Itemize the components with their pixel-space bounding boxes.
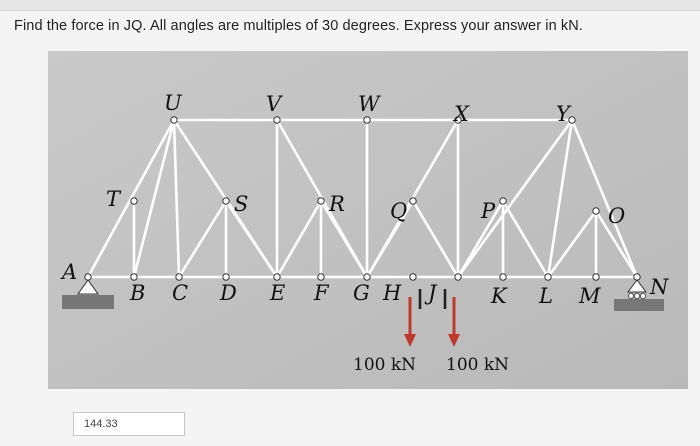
node-label-c: C [172, 281, 189, 305]
node-label-p: P [481, 199, 496, 223]
node-label-s: S [234, 192, 249, 216]
load-label-2: 100 kN [446, 355, 510, 375]
node-label-a: A [62, 260, 78, 284]
node-label-f: F [314, 281, 329, 305]
question-text: Find the force in JQ. All angles are multiples of 30 degrees. Express your answer in kN. [14, 18, 583, 34]
load-label-1: 100 kN [353, 355, 417, 375]
node-label-n: N [650, 275, 669, 299]
node-label-h: H [383, 281, 402, 305]
node-label-g: G [353, 281, 370, 305]
node-label-d: D [220, 281, 237, 305]
truss-figure [48, 51, 688, 389]
node-label-e: E [270, 281, 286, 305]
node-label-b: B [130, 281, 146, 305]
node-label-q: Q [390, 199, 408, 223]
node-label-m: M [579, 284, 601, 308]
node-label-y: Y [556, 102, 570, 126]
node-label-u: U [164, 91, 182, 115]
node-label-j: J [428, 281, 437, 305]
node-label-t: T [106, 187, 121, 211]
node-label-o: O [608, 204, 626, 228]
node-label-r: R [329, 192, 345, 216]
node-label-v: V [266, 92, 282, 116]
node-label-x: X [454, 102, 469, 126]
node-label-k: K [491, 284, 507, 308]
truss-diagram [48, 51, 688, 389]
answer-input[interactable]: 144.33 [73, 412, 185, 436]
node-label-w: W [358, 92, 380, 116]
node-label-l: L [539, 284, 553, 308]
top-bar [0, 0, 700, 11]
